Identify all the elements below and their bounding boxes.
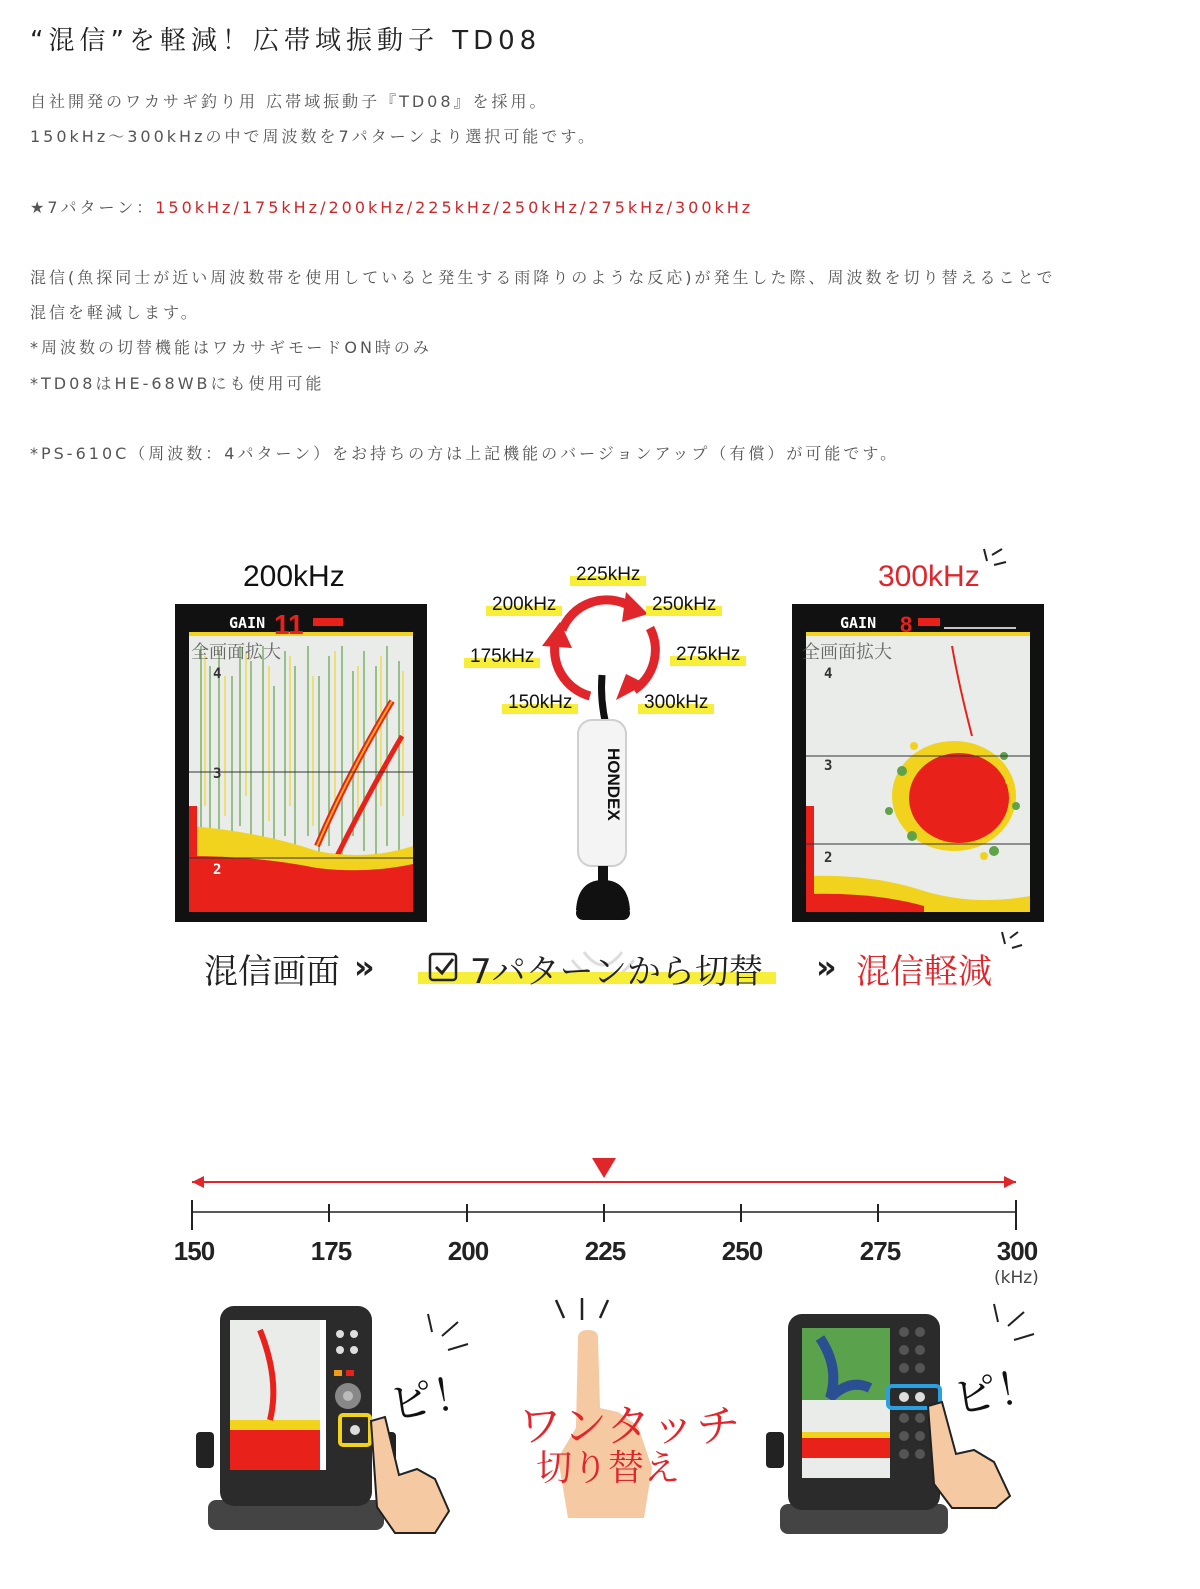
checkbox-icon xyxy=(428,950,462,984)
switch-patterns-label: 7パターンから切替 xyxy=(470,952,763,992)
tick-250: 250 xyxy=(721,1236,763,1266)
freq-275-label: 275kHz xyxy=(670,644,746,666)
intro-line-2: 150kHz〜300kHzの中で周波数を7パターンより選択可能です。 xyxy=(30,127,598,146)
patterns-prefix: ★7パターン： xyxy=(30,198,156,217)
note-1: *周波数の切替機能はワカサギモードON時のみ xyxy=(30,338,432,357)
sonar-screen-interference xyxy=(175,604,427,922)
intro-line-1: 自社開発のワカサギ釣り用 広帯域振動子『TD08』を採用。 xyxy=(30,92,549,111)
emphasis-icon-5 xyxy=(986,1300,1046,1350)
emphasis-icon-4 xyxy=(550,1296,614,1332)
scale-unit: (kHz) xyxy=(994,1268,1039,1288)
freq-175-label: 175kHz xyxy=(464,646,540,668)
left-gain-label: GAIN xyxy=(229,614,266,632)
left-mode-label: 全画面拡大 xyxy=(191,642,281,663)
freq-150-label: 150kHz xyxy=(502,692,578,714)
switching-label: 切り替え xyxy=(536,1448,681,1489)
note-3: *PS-610C（周波数：4パターン）をお持ちの方は上記機能のバージョンアップ（有償）が可能です。 xyxy=(30,444,900,463)
left-frequency-label: 200kHz xyxy=(243,560,345,593)
current-frequency-marker xyxy=(592,1158,616,1178)
notes-line-2: 混信を軽減します。 xyxy=(30,303,200,322)
left-gain-value: 11 xyxy=(274,609,304,640)
tick-275: 275 xyxy=(859,1236,901,1266)
pointing-hand-icon-left xyxy=(355,1415,455,1535)
freq-225-label: 225kHz xyxy=(570,564,646,586)
sonar-reduced-image xyxy=(794,606,1042,920)
emphasis-icon-2 xyxy=(996,928,1026,954)
notes-line-1: 混信(魚探同士が近い周波数帯を使用していると発生する雨降りのような反応)が発生した際、周波数を切り替えることで xyxy=(30,268,1056,287)
tick-150: 150 xyxy=(173,1236,215,1266)
freq-300-label: 300kHz xyxy=(638,692,714,714)
right-depth-3: 3 xyxy=(824,758,833,774)
chevron-icon-2: » xyxy=(816,948,837,986)
left-depth-2: 2 xyxy=(213,862,222,878)
page-title: “混信”を軽減！広帯域振動子 TD08 xyxy=(30,26,542,56)
freq-200-label: 200kHz xyxy=(486,594,562,616)
tick-200: 200 xyxy=(447,1236,489,1266)
right-gain-value: 8 xyxy=(900,612,913,637)
transducer-brand: HONDEX xyxy=(604,748,623,821)
interference-reduced-label: 混信軽減 xyxy=(856,952,992,992)
patterns-line xyxy=(30,190,753,225)
tick-300: 300 xyxy=(996,1236,1038,1266)
freq-250-label: 250kHz xyxy=(646,594,722,616)
frequency-scale xyxy=(180,1150,1030,1240)
note-2: *TD08はHE-68WBにも使用可能 xyxy=(30,374,325,393)
scale-ticks xyxy=(192,1200,1016,1230)
patterns-values: 150kHz/175kHz/200kHz/225kHz/250kHz/275kHz/300kHz xyxy=(155,198,754,217)
interference-screen-label: 混信画面 xyxy=(204,952,340,992)
sonar-screen-reduced xyxy=(792,604,1044,922)
emphasis-icon xyxy=(978,545,1008,571)
sonar-interference-image xyxy=(177,606,425,920)
right-gain-label: GAIN xyxy=(840,614,877,632)
right-frequency-label: 300kHz xyxy=(878,560,980,593)
tick-175: 175 xyxy=(310,1236,352,1266)
chevron-icon: » xyxy=(354,948,375,986)
right-depth-4: 4 xyxy=(824,666,833,682)
beep-text-right: ピ！ xyxy=(949,1359,1045,1426)
left-depth-4: 4 xyxy=(213,666,222,682)
tick-225: 225 xyxy=(584,1236,626,1266)
one-touch-label: ワンタッチ xyxy=(518,1401,742,1452)
beep-text-left: ピ！ xyxy=(385,1365,481,1432)
left-depth-3: 3 xyxy=(213,766,222,782)
right-mode-label: 全画面拡大 xyxy=(802,642,892,663)
emphasis-icon-3 xyxy=(420,1310,480,1360)
right-depth-2: 2 xyxy=(824,850,833,866)
